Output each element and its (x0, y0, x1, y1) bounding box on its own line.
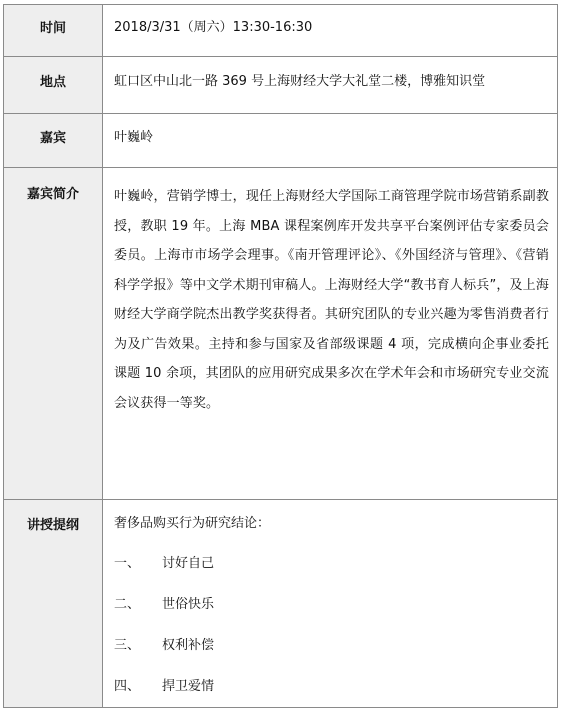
outline-item-text: 权利补偿 (162, 638, 215, 653)
bio-label: 嘉宾简介 (26, 187, 79, 202)
outline-item (114, 623, 549, 664)
guest-value: 叶巍岭 (103, 114, 558, 168)
outline-item-number: 一、 (114, 556, 141, 571)
outline-item-number: 四、 (114, 679, 141, 694)
time-value: 2018/3/31（周六）13:30-16:30 (103, 5, 558, 57)
outline-label-cell (4, 500, 103, 708)
location-label-cell (4, 57, 103, 114)
location-label: 地点 (39, 75, 66, 90)
bio-cell (103, 168, 558, 500)
outline-item (114, 582, 549, 623)
bio-text: 叶巍岭，营销学博士，现任上海财经大学国际工商管理学院市场营销系副教授，教职 19 年。上海 MBA 课程案例库开发共享平台案例评估专家委员会委员。上海市市场学会理事。《南开管理评论》、《外国经济与管理》、《营销科学学报》等中文学术期刊审稿人。上海财经大学“教书育人标兵”，及上海财经大学商学院杰出教学奖获得者。其研究团队的专业兴趣为零售消费者行为及广告效果。主持和参与国家及省部级课题 4 项，完成横向企事业委托课题 10 余项，其团队的应用研究成果多次在学术年会和市场研究专业交流会议获得一等奖。 (114, 189, 549, 411)
location-value: 虹口区中山北一路 369 号上海财经大学大礼堂二楼，博雅知识堂 (103, 57, 558, 114)
outline-row (4, 500, 558, 708)
outline-item-text: 世俗快乐 (162, 597, 215, 612)
bio-row (4, 168, 558, 500)
outline-item-number: 二、 (114, 597, 141, 612)
guest-row (4, 114, 558, 168)
time-label: 时间 (39, 21, 66, 36)
outline-label: 讲授提纲 (26, 518, 79, 533)
outline-item-text: 捍卫爱情 (162, 679, 215, 694)
outline-list (114, 541, 549, 705)
outline-item (114, 664, 549, 705)
location-row (4, 57, 558, 114)
event-info-table (3, 4, 558, 708)
outline-item (114, 541, 549, 582)
bio-label-cell (4, 168, 103, 500)
outline-intro: 奢侈品购买行为研究结论： (114, 516, 271, 531)
outline-cell (103, 500, 558, 708)
outline-item-text: 讨好自己 (162, 556, 215, 571)
guest-label: 嘉宾 (39, 131, 66, 146)
time-label-cell (4, 5, 103, 57)
time-row (4, 5, 558, 57)
outline-item-number: 三、 (114, 638, 141, 653)
guest-label-cell (4, 114, 103, 168)
